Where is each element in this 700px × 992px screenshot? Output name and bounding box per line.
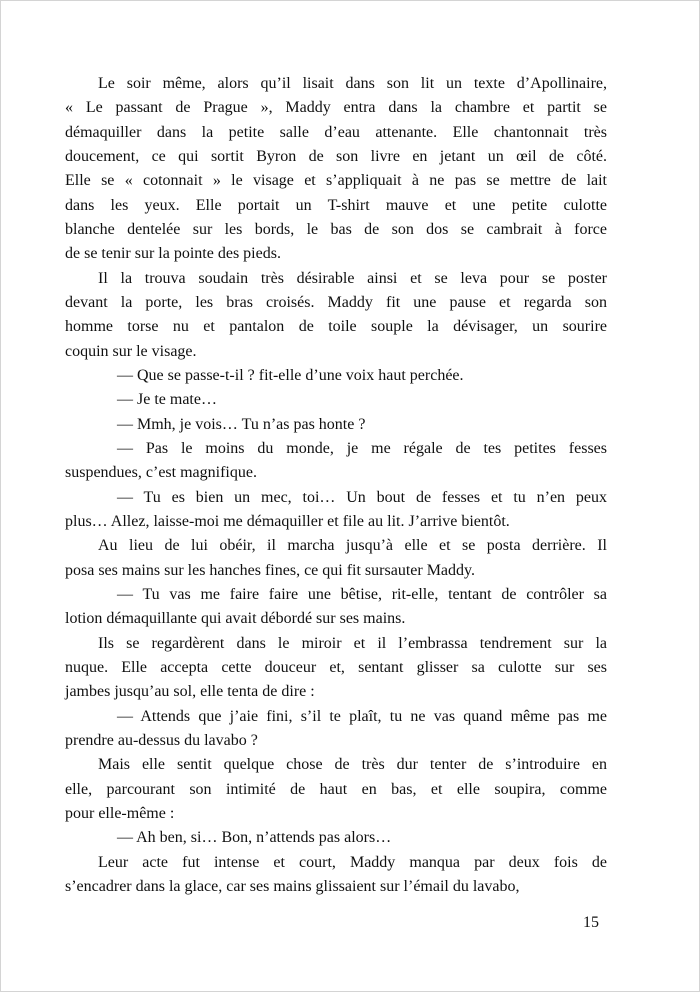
text-line: — Je te mate… — [117, 391, 217, 409]
text-line: nuque. Elle accepta cette douceur et, sentant glisser sa culotte sur ses — [65, 658, 607, 676]
paragraph — [65, 388, 607, 412]
text-line: — Que se passe-t-il ? fit-elle d’une voix haut perchée. — [117, 366, 464, 384]
text-line: jambes jusqu’au sol, elle tenta de dire : — [65, 683, 315, 701]
text-line: Le soir même, alors qu’il lisait dans son lit un texte d’Apollinaire, — [98, 75, 607, 92]
paragraph — [65, 364, 607, 388]
text-line: s’encadrer dans la glace, car ses mains glissaient sur l’émail du lavabo, — [65, 877, 520, 895]
text-line: « Le passant de Prague », Maddy entra dans la chambre et partit se — [65, 99, 607, 117]
paragraph — [65, 826, 607, 850]
text-line: pour elle-même : — [65, 804, 175, 822]
paragraph — [65, 267, 607, 364]
text-line: Elle se « cotonnait » le visage et s’appliquait à ne pas se mettre de lait — [65, 172, 607, 190]
text-line: Au lieu de lui obéir, il marcha jusqu’à elle et se posta derrière. Il — [98, 537, 607, 555]
text-line: suspendues, c’est magnifique. — [65, 464, 257, 482]
text-line: plus… Allez, laisse-moi me démaquiller et file au lit. J’arrive bientôt. — [65, 512, 510, 530]
text-line: — Mmh, je vois… Tu n’as pas honte ? — [117, 415, 366, 433]
text-line: — Tu vas me faire faire une bêtise, rit-elle, tentant de contrôler sa — [117, 585, 607, 603]
text-line: dans les yeux. Elle portait un T-shirt mauve et une petite culotte — [65, 196, 607, 214]
text-line: elle, parcourant son intimité de haut en bas, et elle soupira, comme — [65, 780, 607, 798]
text-line: Mais elle sentit quelque chose de très dur tenter de s’introduire en — [98, 756, 607, 774]
paragraph — [65, 413, 607, 437]
paragraph — [65, 437, 607, 486]
text-line: démaquiller dans la petite salle d’eau attenante. Elle chantonnait très — [65, 123, 607, 141]
text-line: — Pas le moins du monde, je me régale de tes petites fesses — [117, 439, 607, 457]
paragraph — [65, 583, 607, 632]
paragraph — [65, 72, 607, 267]
text-line: — Attends que j’aie fini, s’il te plaît, tu ne vas quand même pas me — [117, 707, 607, 725]
text-line: — Tu es bien un mec, toi… Un bout de fesses et tu n’en peux — [117, 488, 607, 506]
paragraph — [65, 705, 607, 754]
paragraph — [65, 486, 607, 535]
text-line: prendre au-dessus du lavabo ? — [65, 731, 258, 749]
paragraph — [65, 632, 607, 705]
text-line: homme torse nu et pantalon de toile souple la dévisager, un sourire — [65, 318, 607, 336]
text-line: Leur acte fut intense et court, Maddy manqua par deux fois de — [98, 853, 607, 871]
text-line: blanche dentelée sur les bords, le bas de son dos se cambrait à force — [65, 220, 607, 238]
page-text — [65, 72, 607, 899]
text-line: doucement, ce qui sortit Byron de son livre en jetant un œil de côté. — [65, 147, 607, 165]
paragraph — [65, 753, 607, 826]
text-line: Ils se regardèrent dans le miroir et il l’embrassa tendrement sur la — [98, 634, 607, 652]
paragraph — [65, 534, 607, 583]
text-line: posa ses mains sur les hanches fines, ce qui fit sursauter Maddy. — [65, 561, 475, 579]
text-line: Il la trouva soudain très désirable ainsi et se leva pour se poster — [98, 269, 607, 287]
page-number: 15 — [583, 914, 599, 931]
text-line: lotion démaquillante qui avait débordé sur ses mains. — [65, 610, 406, 628]
text-line: de se tenir sur la pointe des pieds. — [65, 245, 281, 263]
text-line: — Ah ben, si… Bon, n’attends pas alors… — [117, 829, 392, 847]
paragraph — [65, 851, 607, 900]
text-line: devant la porte, les bras croisés. Maddy fit une pause et regarda son — [65, 293, 607, 311]
text-line: coquin sur le visage. — [65, 342, 197, 360]
